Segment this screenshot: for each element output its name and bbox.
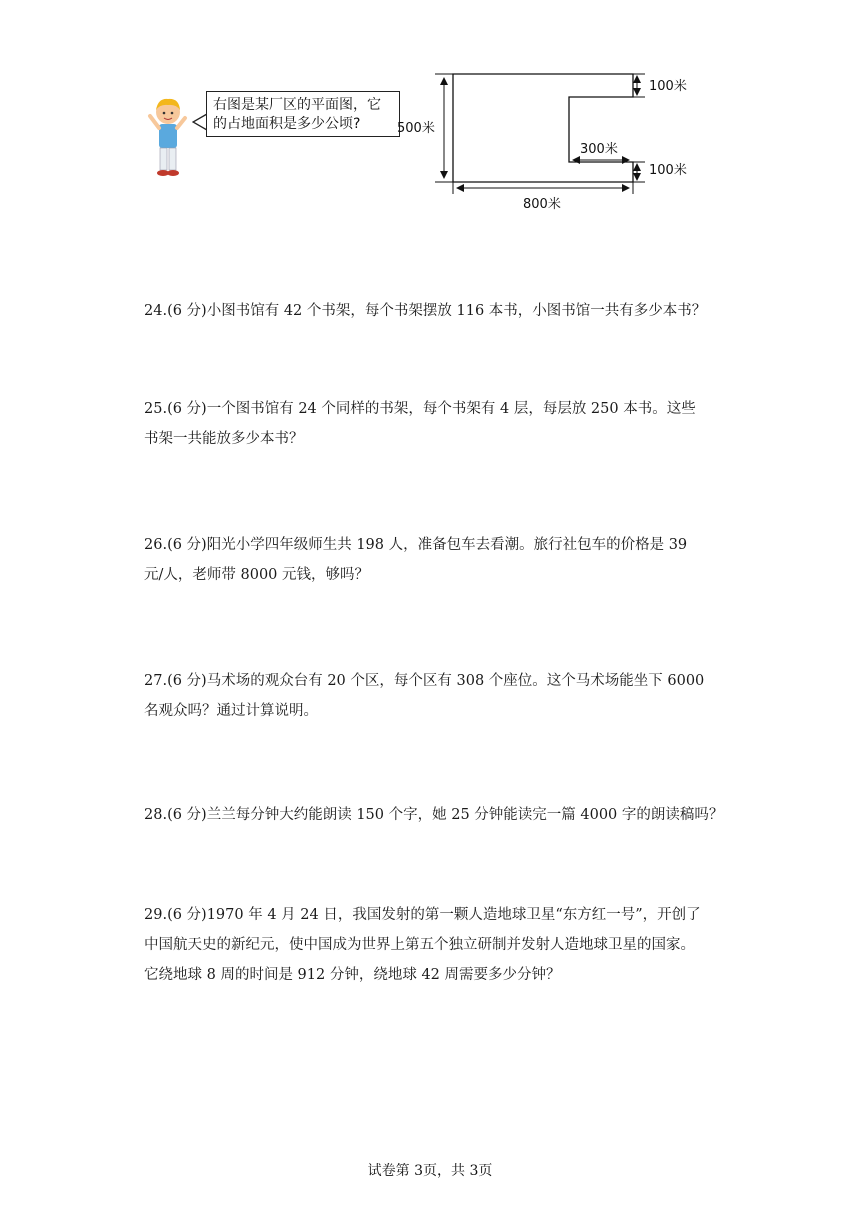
label-100m-bottom: 100米 xyxy=(649,163,687,178)
question-text: 名观众吗？通过计算说明。 xyxy=(144,703,318,719)
question-number: 26. xyxy=(144,537,168,553)
question-28 xyxy=(144,800,724,830)
label-300m: 300米 xyxy=(580,142,618,157)
question-25 xyxy=(144,394,719,454)
cartoon-boy-illustration xyxy=(146,96,190,182)
question-24 xyxy=(144,296,719,326)
question-text: 元/人，老师带 8000 元钱，够吗？ xyxy=(144,567,370,583)
plan-outline xyxy=(453,74,633,182)
speech-line-2: 的占地面积是多少公顷? xyxy=(213,116,361,132)
question-26 xyxy=(144,530,719,590)
question-number: 24. xyxy=(144,303,168,319)
question-text: (6 分)马术场的观众台有 20 个区，每个区有 308 个座位。这个马术场能坐下 6000 xyxy=(167,673,705,689)
question-text: (6 分)小图书馆有 42 个书架，每个书架摆放 116 本书，小图书馆一共有多少本书？ xyxy=(167,303,707,319)
question-text: 中国航天史的新纪元，使中国成为世界上第五个独立研制并发射人造地球卫星的国家。 xyxy=(144,937,695,953)
speech-bubble xyxy=(206,91,400,137)
label-500m: 500米 xyxy=(397,121,435,136)
question-text: (6 分)一个图书馆有 24 个同样的书架，每个书架有 4 层，每层放 250 本书。这些 xyxy=(167,401,696,417)
question-number: 25. xyxy=(144,401,168,417)
question-number: 28. xyxy=(144,807,168,823)
label-100m-top: 100米 xyxy=(649,79,687,94)
question-text: 它绕地球 8 周的时间是 912 分钟，绕地球 42 周需要多少分钟？ xyxy=(144,967,561,983)
question-text: 书架一共能放多少本书？ xyxy=(144,431,304,447)
label-800m: 800米 xyxy=(523,197,561,212)
question-27 xyxy=(144,666,719,726)
question-number: 29. xyxy=(144,907,168,923)
question-text: (6 分)1970 年 4 月 24 日，我国发射的第一颗人造地球卫星“东方红一号”，开创了 xyxy=(167,907,701,923)
floor-plan-figure xyxy=(140,66,700,216)
factory-plan-diagram xyxy=(395,66,700,216)
question-number: 27. xyxy=(144,673,168,689)
question-29 xyxy=(144,900,719,990)
question-text: (6 分)兰兰每分钟大约能朗读 150 个字，她 25 分钟能读完一篇 4000 字的朗读稿吗？ xyxy=(167,807,724,823)
question-text: (6 分)阳光小学四年级师生共 198 人，准备包车去看潮。旅行社包车的价格是 39 xyxy=(167,537,688,553)
speech-line-1: 右图是某厂区的平面图，它 xyxy=(213,97,381,113)
page-footer: 试卷第 3页，共 3页 xyxy=(367,1163,493,1179)
